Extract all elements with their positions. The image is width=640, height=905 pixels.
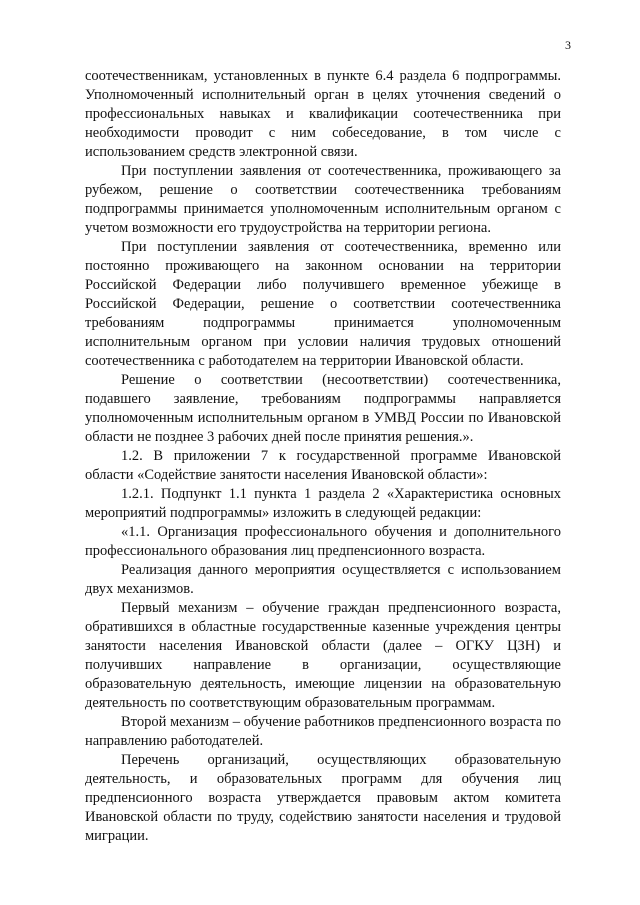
paragraph: «1.1. Организация профессионального обучения и дополнительного профессионального образования лиц предпенсионного возраста. bbox=[85, 524, 561, 559]
paragraph: Перечень организаций, осуществляющих образовательную деятельность, и образовательных программ для обучения лиц предпенсионного возраста утверждается правовым актом комитета Ивановской области по труду, содействию занятости населения и трудовой миграции. bbox=[85, 752, 561, 844]
paragraph: Первый механизм – обучение граждан предпенсионного возраста, обратившихся в областные государственные казенные учреждения центры занятости населения Ивановской области (далее – ОГКУ ЦЗН) и получивших направление в организации, осуществляющие образовательную деятельность, имеющие лицензии на образовательную деятельность по соответствующим образовательным программам. bbox=[85, 600, 561, 711]
document-body bbox=[85, 67, 561, 846]
paragraph: При поступлении заявления от соотечественника, временно или постоянно проживающего на законном основании на территории Российской Федерации либо получившего временное убежище в Российской Федерации, решение о соответствии соотечественника требованиям подпрограммы принимается уполномоченным исполнительным органом при условии наличия трудовых отношений соотечественника с работодателем на территории Ивановской области. bbox=[85, 239, 561, 369]
paragraph: Второй механизм – обучение работников предпенсионного возраста по направлению работодателей. bbox=[85, 714, 561, 749]
paragraph: 1.2.1. Подпункт 1.1 пункта 1 раздела 2 «Характеристика основных мероприятий подпрограммы» изложить в следующей редакции: bbox=[85, 486, 561, 521]
paragraph: соотечественникам, установленных в пункте 6.4 раздела 6 подпрограммы. Уполномоченный исполнительный орган в целях уточнения сведений о профессиональных навыках и квалификации соотечественника при необходимости проводит с ним собеседование, в том числе с использованием средств электронной связи. bbox=[85, 68, 561, 160]
page-number: 3 bbox=[565, 38, 571, 52]
paragraph: Решение о соответствии (несоответствии) соотечественника, подавшего заявление, требованиям подпрограммы направляется уполномоченным исполнительным органом в УМВД России по Ивановской области не позднее 3 рабочих дней после принятия решения.». bbox=[85, 372, 561, 445]
paragraph: При поступлении заявления от соотечественника, проживающего за рубежом, решение о соответствии соотечественника требованиям подпрограммы принимается уполномоченным исполнительным органом с учетом возможности его трудоустройства на территории региона. bbox=[85, 163, 561, 236]
paragraph: Реализация данного мероприятия осуществляется с использованием двух механизмов. bbox=[85, 562, 561, 597]
paragraph: 1.2. В приложении 7 к государственной программе Ивановской области «Содействие занятости населения Ивановской области»: bbox=[85, 448, 561, 483]
